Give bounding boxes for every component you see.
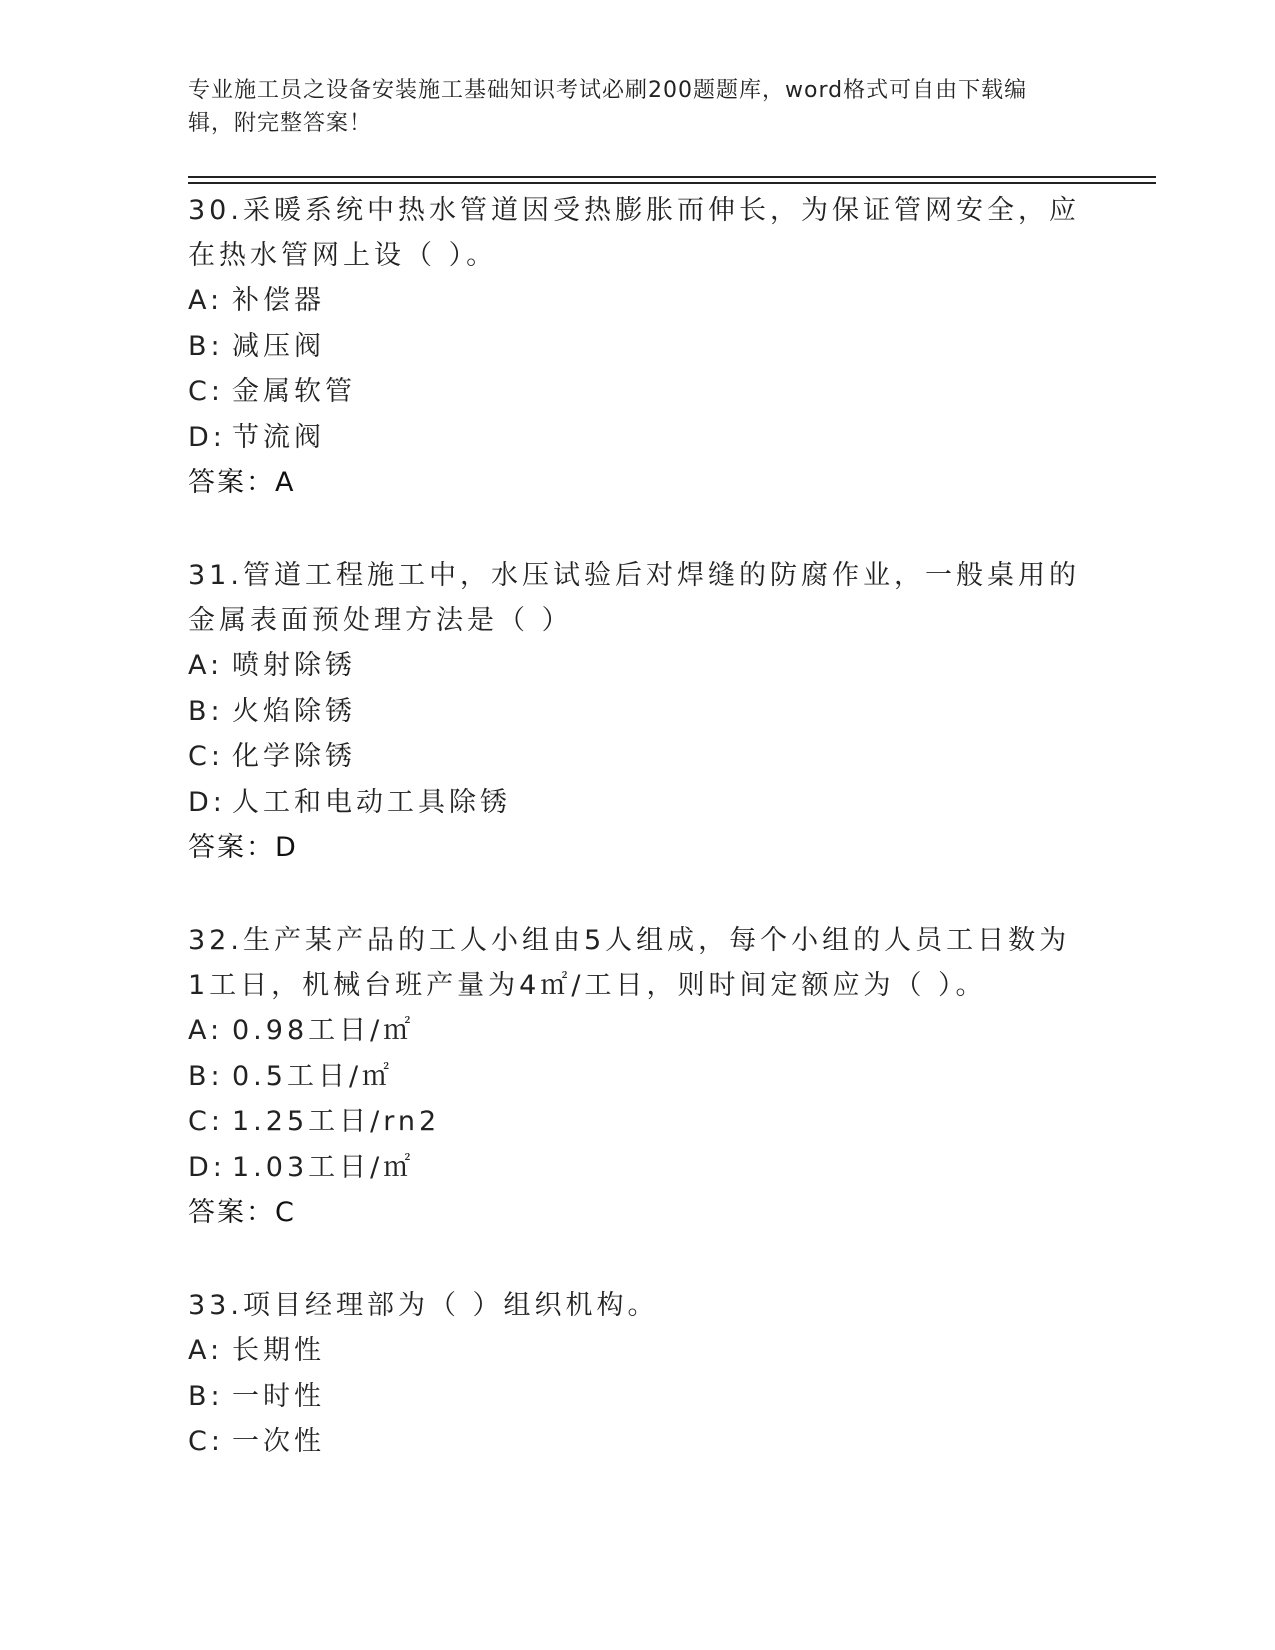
question-stem: 31.管道工程施工中，水压试验后对焊缝的防腐作业，一般桌用的金属表面预处理方法是（ ）: [188, 560, 1080, 636]
option-key: C:: [188, 376, 224, 407]
answer: 答案：D: [188, 832, 298, 863]
option-text: 人工和电动工具除锈: [232, 786, 511, 818]
option-a: [188, 643, 1088, 689]
option-text: 一次性: [232, 1426, 325, 1457]
option-d: [188, 780, 1088, 826]
question-32: [188, 918, 1088, 1235]
option-key: D:: [188, 1151, 226, 1183]
option-text: 1.03工日/㎡: [232, 1151, 415, 1183]
option-text: 1.25工日/rn2: [232, 1106, 441, 1137]
option-c: [188, 734, 1088, 780]
question-stem: 32.生产某产品的工人小组由5人组成，每个小组的人员工日数为1工日，机械台班产量为4㎡/工日，则时间定额应为（ ）。: [188, 925, 1071, 1001]
option-c: [188, 1419, 1088, 1465]
option-key: C:: [188, 1106, 224, 1137]
option-b: [188, 689, 1088, 735]
option-a: [188, 1008, 1088, 1054]
option-key: A:: [188, 1015, 224, 1046]
option-text: 0.5工日/㎡: [232, 1060, 394, 1092]
option-key: D:: [188, 421, 226, 453]
option-text: 金属软管: [232, 376, 356, 407]
option-b: [188, 324, 1088, 370]
question-30: [188, 188, 1088, 505]
page-header: 专业施工员之设备安装施工基础知识考试必刷200题题库，word格式可自由下载编辑，附完整答案！: [188, 78, 1028, 136]
option-c: [188, 1099, 1088, 1145]
option-text: 火焰除锈: [232, 695, 356, 727]
option-c: [188, 369, 1088, 415]
option-text: 一时性: [232, 1380, 325, 1412]
option-text: 0.98工日/㎡: [232, 1015, 415, 1046]
option-b: [188, 1374, 1088, 1420]
option-text: 补偿器: [232, 285, 325, 316]
answer: 答案：C: [188, 1197, 296, 1228]
question-stem: 33.项目经理部为（ ）组织机构。: [188, 1290, 659, 1321]
option-b: [188, 1054, 1088, 1100]
option-key: A:: [188, 650, 224, 681]
option-text: 长期性: [232, 1335, 325, 1366]
option-key: C:: [188, 741, 224, 772]
question-31: [188, 553, 1088, 870]
option-key: B:: [188, 1380, 224, 1412]
option-text: 喷射除锈: [232, 650, 356, 681]
option-key: A:: [188, 1335, 224, 1366]
option-key: A:: [188, 285, 224, 316]
option-key: B:: [188, 330, 224, 362]
question-33: [188, 1283, 1088, 1465]
option-text: 化学除锈: [232, 741, 356, 772]
option-d: [188, 1145, 1088, 1191]
question-stem: 30.采暖系统中热水管道因受热膨胀而伸长，为保证管网安全，应在热水管网上设（ ）。: [188, 195, 1080, 271]
option-d: [188, 415, 1088, 461]
option-a: [188, 1328, 1088, 1374]
option-text: 减压阀: [232, 330, 325, 362]
option-key: B:: [188, 695, 224, 727]
option-a: [188, 278, 1088, 324]
header-divider-bottom: [188, 182, 1156, 184]
answer: 答案：A: [188, 467, 296, 498]
option-text: 节流阀: [232, 421, 325, 453]
option-key: D:: [188, 786, 226, 818]
option-key: B:: [188, 1060, 224, 1092]
option-key: C:: [188, 1426, 224, 1457]
header-divider-top: [188, 176, 1156, 178]
